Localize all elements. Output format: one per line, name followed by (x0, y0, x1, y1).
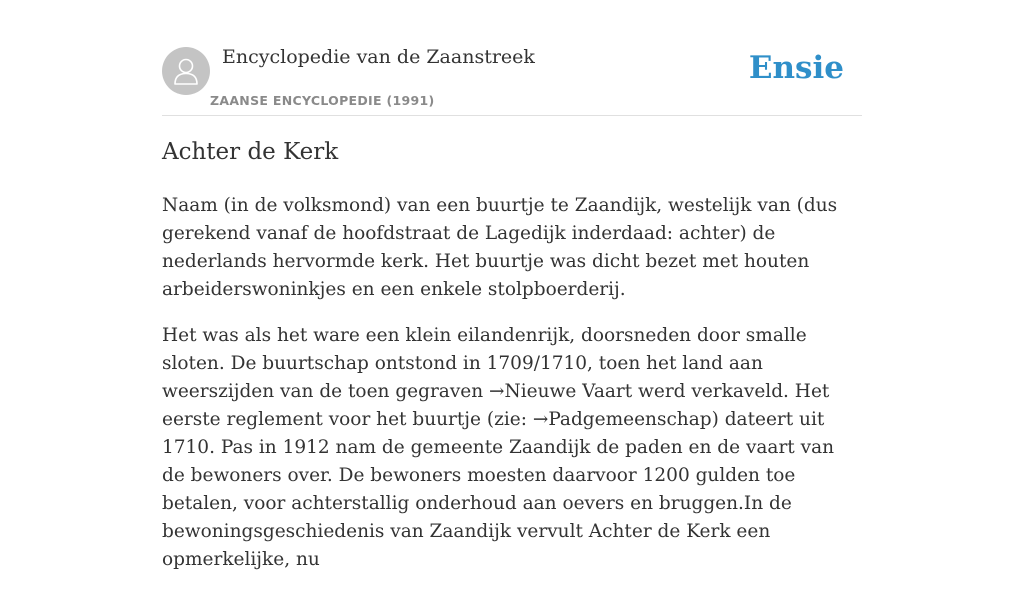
article-title: Achter de Kerk (162, 139, 339, 165)
source-title[interactable]: Encyclopedie van de Zaanstreek (222, 46, 535, 68)
article-paragraph-2 (162, 322, 862, 574)
avatar[interactable] (162, 47, 210, 95)
user-icon (171, 55, 201, 87)
article-paragraph-1: Naam (in de volksmond) van een buurtje te Zaandijk, westelijk van (dus gerekend vanaf de hoofdstraat de Lagedijk inderdaad: achter) de nederlands hervormde kerk. Het buurtje was dicht bezet met houten arbeiderswoninkjes en een enkele stolpboerderij. (162, 195, 838, 300)
paragraph-text: werd verkaveld. Het eerste reglement voor het buurtje (zie: (162, 381, 830, 430)
source-subtitle: ZAANSE ENCYCLOPEDIE (1991) (210, 93, 435, 108)
ensie-logo[interactable]: Ensie (748, 50, 844, 86)
paragraph-text: Het was als het ware een klein eilandenrijk, doorsneden door smalle sloten. De buurtschap ontstond in 1709/1710, toen het land aan weerszijden van de toen gegraven (162, 325, 807, 402)
paragraph-text: ) dateert uit 1710. Pas in 1912 nam de gemeente Zaandijk de paden en de vaart van de bewoners over. De bewoners moesten daarvoor 1200 gulden toe betalen, voor achterstallig onderhoud aan oevers en bruggen.In de bewoningsgeschiedenis van Zaandijk vervult Achter de Kerk een opmerkelijke, nu (162, 409, 835, 570)
article-body (162, 192, 862, 592)
link-padgemeenschap[interactable]: →Padgemeenschap (532, 409, 712, 430)
link-nieuwe-vaart[interactable]: →Nieuwe Vaart (489, 381, 633, 402)
header (162, 40, 862, 116)
